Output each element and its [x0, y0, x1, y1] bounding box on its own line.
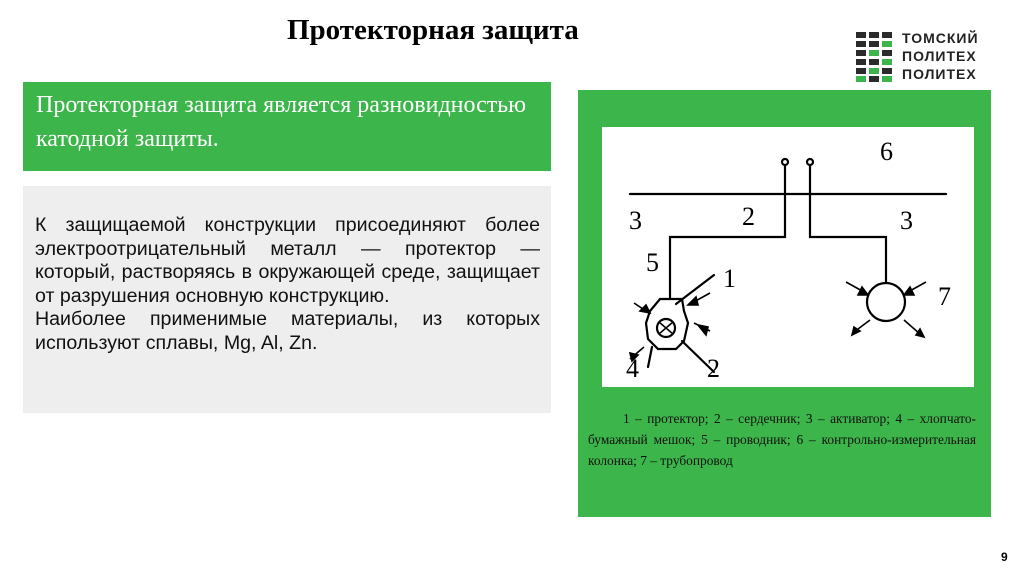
label-1: 1 [723, 264, 736, 293]
slide-title: Протекторная защита [287, 14, 579, 46]
description-paragraph-1: К защищаемой конструкции присоединяют более электроотрицательный металл — протектор — который, растворяясь в окружающей среде, защищает от разрушения основную конструкцию. [35, 214, 540, 307]
figure-caption: 1 – протектор; 2 – сердечник; 3 – активатор; 4 – хлопчато-бумажный мешок; 5 – проводник; 6 – контрольно-измерительная колонка; 7 – трубопровод [588, 411, 976, 468]
definition-text: Протекторная защита является разновидностью катодной защиты. [36, 92, 527, 152]
tpu-logo-icon [856, 32, 892, 82]
protector-diagram [602, 127, 974, 387]
logo-line-3: ПОЛИТЕХ [902, 66, 977, 82]
label-3-left: 3 [629, 206, 642, 235]
page-number: 9 [1001, 550, 1008, 564]
label-5: 5 [646, 248, 659, 277]
pipeline [867, 283, 905, 321]
figure-panel [578, 90, 991, 517]
conductor-right [810, 165, 886, 283]
label-3-right: 3 [900, 206, 913, 235]
label-2-top: 2 [742, 202, 755, 231]
label-2-bottom: 2 [707, 354, 720, 383]
label-6: 6 [880, 137, 893, 166]
logo [856, 30, 1006, 86]
leader-4 [648, 347, 652, 367]
description-paragraph-2: Наиболее применимые материалы, из которых используют сплавы, Mg, Al, Zn. [35, 308, 540, 354]
description-box [23, 186, 551, 413]
label-7: 7 [938, 282, 951, 311]
description-text [35, 214, 540, 355]
label-4: 4 [626, 354, 639, 383]
figure-image [602, 127, 974, 387]
definition-box [23, 82, 551, 171]
logo-line-1: ТОМСКИЙ [902, 30, 979, 46]
logo-line-2: ПОЛИТЕХ [902, 48, 977, 64]
